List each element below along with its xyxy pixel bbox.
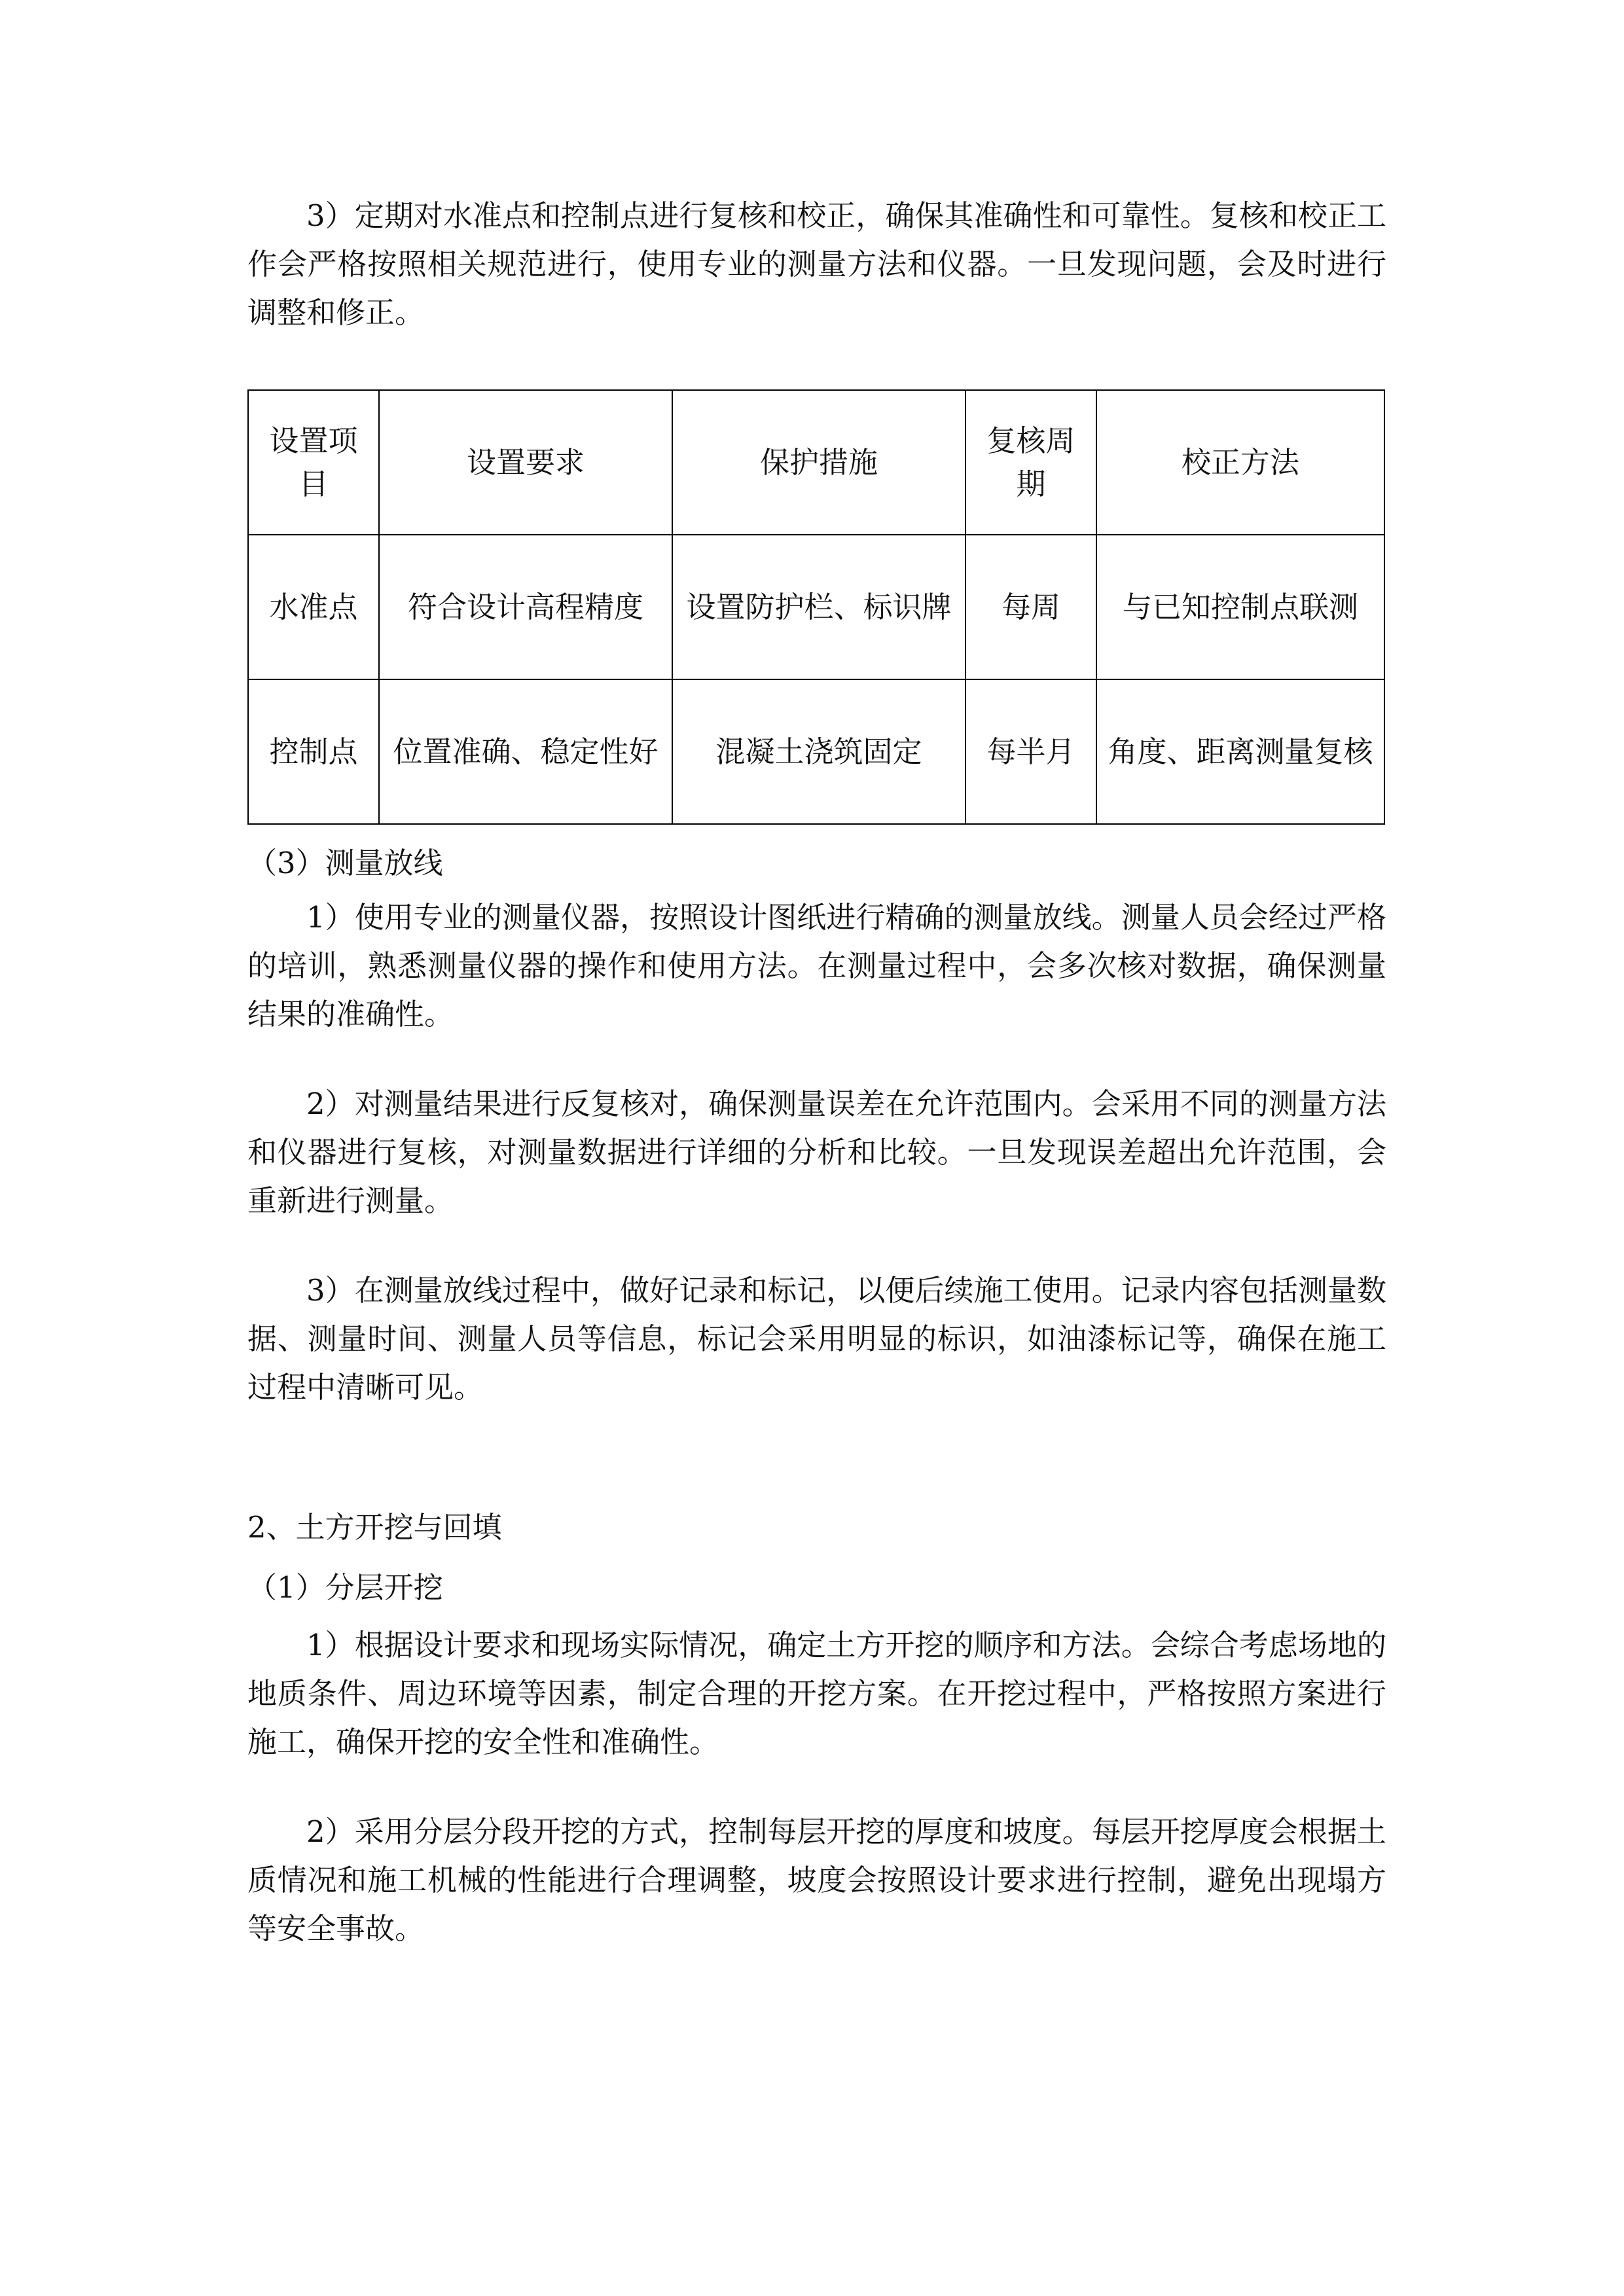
section-heading-layered-excavation: （1）分层开挖 — [247, 1570, 443, 1605]
table-cell: 控制点 — [248, 679, 379, 824]
paragraph-excavation-1: 1）根据设计要求和现场实际情况，确定土方开挖的顺序和方法。会综合考虑场地的地质条件、周边环境等因素，制定合理的开挖方案。在开挖过程中，严格按照方案进行施工，确保开挖的安全性和准确性。 — [247, 1628, 1386, 1759]
table-cell: 水准点 — [248, 535, 379, 679]
table-header-cell: 设置要求 — [379, 390, 672, 535]
table-cell: 混凝土浇筑固定 — [672, 679, 965, 824]
table-header-cell: 保护措施 — [672, 390, 965, 535]
benchmark-table — [247, 389, 1385, 825]
table-cell: 设置防护栏、标识牌 — [672, 535, 965, 679]
table-row — [248, 535, 1384, 679]
table-cell: 位置准确、稳定性好 — [379, 679, 672, 824]
table-cell: 每周 — [965, 535, 1096, 679]
section-heading-earthwork: 2、土方开挖与回填 — [247, 1510, 502, 1545]
table-header-row — [248, 390, 1384, 535]
paragraph-survey-1: 1）使用专业的测量仪器，按照设计图纸进行精确的测量放线。测量人员会经过严格的培训，熟悉测量仪器的操作和使用方法。在测量过程中，会多次核对数据，确保测量结果的准确性。 — [247, 900, 1386, 1031]
table-cell: 每半月 — [965, 679, 1096, 824]
paragraph-excavation-2: 2）采用分层分段开挖的方式，控制每层开挖的厚度和坡度。每层开挖厚度会根据土质情况和施工机械的性能进行合理调整，坡度会按照设计要求进行控制，避免出现塌方等安全事故。 — [247, 1814, 1386, 1946]
table-header-cell: 校正方法 — [1096, 390, 1384, 535]
table-cell: 与已知控制点联测 — [1096, 535, 1384, 679]
table-row — [248, 679, 1384, 824]
paragraph-benchmark-recheck: 3）定期对水准点和控制点进行复核和校正，确保其准确性和可靠性。复核和校正工作会严格按照相关规范进行，使用专业的测量方法和仪器。一旦发现问题，会及时进行调整和修正。 — [247, 198, 1386, 330]
table-header-cell: 复核周期 — [965, 390, 1096, 535]
table-cell: 符合设计高程精度 — [379, 535, 672, 679]
section-heading-survey: （3）测量放线 — [247, 846, 443, 880]
table-cell: 角度、距离测量复核 — [1096, 679, 1384, 824]
table-header-cell: 设置项目 — [248, 390, 379, 535]
paragraph-survey-3: 3）在测量放线过程中，做好记录和标记，以便后续施工使用。记录内容包括测量数据、测量时间、测量人员等信息，标记会采用明显的标识，如油漆标记等，确保在施工过程中清晰可见。 — [247, 1273, 1386, 1405]
paragraph-survey-2: 2）对测量结果进行反复核对，确保测量误差在允许范围内。会采用不同的测量方法和仪器进行复核，对测量数据进行详细的分析和比较。一旦发现误差超出允许范围，会重新进行测量。 — [247, 1086, 1386, 1218]
